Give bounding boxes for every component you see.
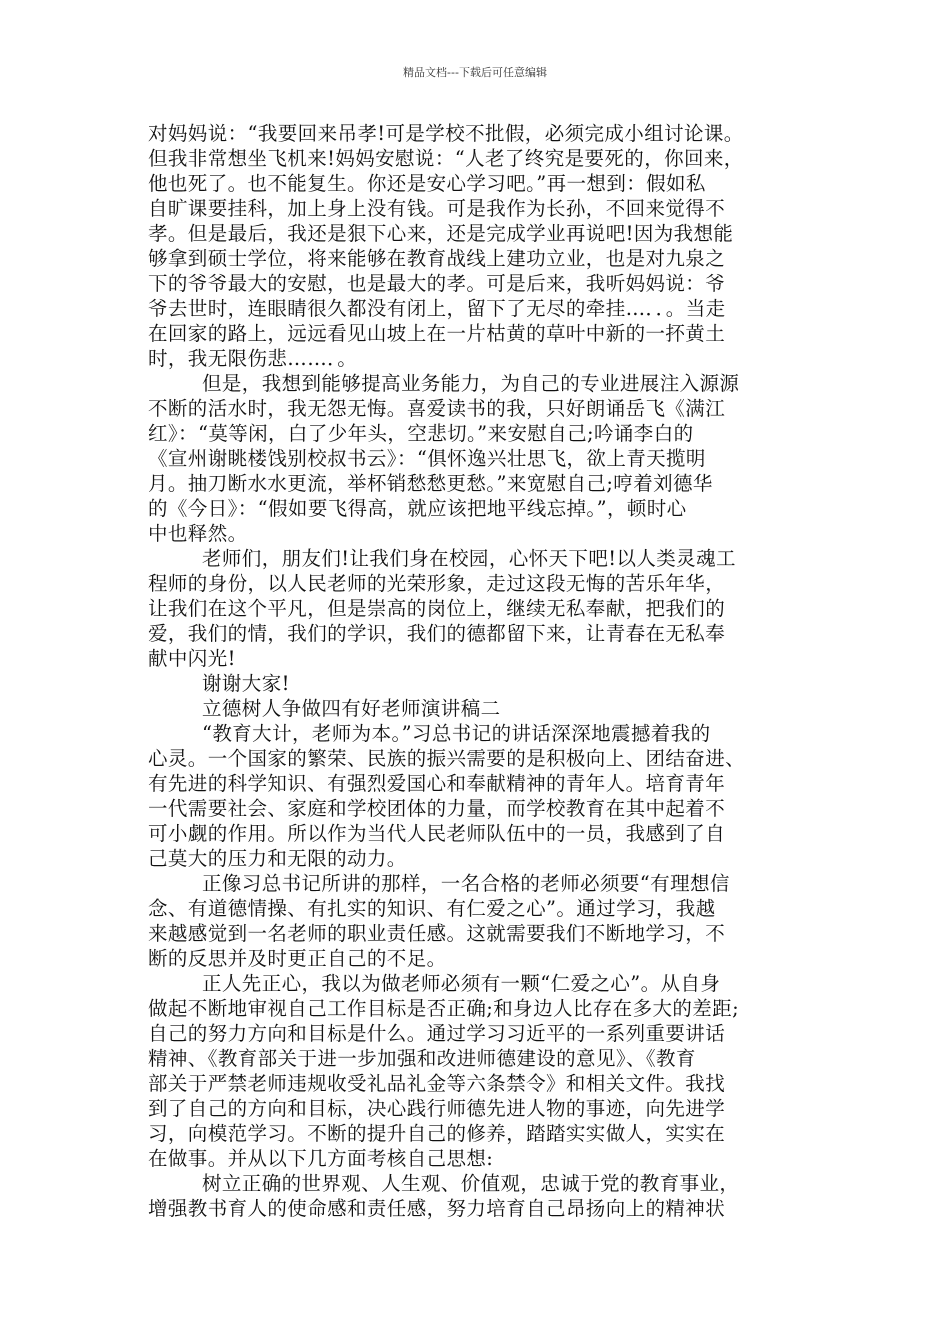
text-line: 一代需要社会、家庭和学校团体的力量，而学校教育在其中起着不 xyxy=(148,797,726,820)
text-line: 自旷课要挂科，加上身上没有钱。可是我作为长孙，不回来觉得不 xyxy=(148,197,726,220)
text-line: 的《今日》：“假如要飞得高，就应该把地平线忘掉。”，顿时心 xyxy=(148,497,687,520)
text-line: 中也释然。 xyxy=(148,522,248,545)
text-line: 他也死了。也不能复生。你还是安心学习吧。”再一想到：假如私 xyxy=(148,172,706,195)
document-body xyxy=(148,121,808,1221)
text-line: 月。抽刀断水水更流，举杯销愁愁更愁。”来宽慰自己;哼着刘德华 xyxy=(148,472,713,495)
text-line: 献中闪光! xyxy=(148,647,236,670)
text-line: 老师们，朋友们!让我们身在校园，心怀天下吧!以人类灵魂工 xyxy=(202,547,736,570)
text-line: 够拿到硕士学位，将来能够在教育战线上建功立业，也是对九泉之 xyxy=(148,247,726,270)
text-line: 爷去世时，连眼睛很久都没有闭上，留下了无尽的牵挂…．．。当走 xyxy=(148,297,726,320)
text-line: 到了自己的方向和目标，决心践行师德先进人物的事迹，向先进学 xyxy=(148,1097,726,1120)
text-line: 己莫大的压力和无限的动力。 xyxy=(148,847,407,870)
text-line: 树立正确的世界观、人生观、价值观，忠诚于党的教育事业， xyxy=(202,1172,740,1195)
text-line: 正像习总书记所讲的那样，一名合格的老师必须要“有理想信 xyxy=(202,872,730,895)
text-line: 有先进的科学知识、有强烈爱国心和奉献精神的青年人。培育青年 xyxy=(148,772,726,795)
text-line: 让我们在这个平凡，但是崇高的岗位上，继续无私奉献，把我们的 xyxy=(148,597,726,620)
text-line: 做起不断地审视自己工作目标是否正确;和身边人比存在多大的差距; xyxy=(148,997,740,1020)
text-line: 对妈妈说：“我要回来吊孝!可是学校不批假，必须完成小组讨论课。 xyxy=(148,122,744,145)
text-line: 红》：“莫等闲，白了少年头，空悲切。”来安慰自己;吟诵李白的 xyxy=(148,422,694,445)
text-line: 习，向模范学习。不断的提升自己的修养，踏踏实实做人，实实在 xyxy=(148,1122,726,1145)
text-line: 心灵。一个国家的繁荣、民族的振兴需要的是积极向上、团结奋进、 xyxy=(148,747,746,770)
text-line: 正人先正心，我以为做老师必须有一颗“仁爱之心”。从自身 xyxy=(202,972,721,995)
text-line: 程师的身份，以人民老师的光荣形象，走过这段无悔的苦乐年华， xyxy=(148,572,726,595)
text-line: 孝。但是最后，我还是狠下心来，还是完成学业再说吧!因为我想能 xyxy=(148,222,734,245)
text-line: 自己的努力方向和目标是什么。通过学习习近平的一系列重要讲话 xyxy=(148,1022,726,1045)
text-line: 立德树人争做四有好老师演讲稿二 xyxy=(202,697,501,720)
text-line: 《宣州谢眺楼饯别校叔书云》：“俱怀逸兴壮思飞，欲上青天揽明 xyxy=(148,447,706,470)
text-line: 增强教书育人的使命感和责任感，努力培育自己昂扬向上的精神状 xyxy=(148,1197,726,1220)
text-line: 时，我无限伤悲……．。 xyxy=(148,347,358,370)
text-line: 爱，我们的情，我们的学识，我们的德都留下来，让青春在无私奉 xyxy=(148,622,726,645)
text-line: 断的反思并及时更正自己的不足。 xyxy=(148,947,447,970)
text-line: 念、有道德情操、有扎实的知识、有仁爱之心”。通过学习，我越 xyxy=(148,897,716,920)
page-header: 精品文档---下载后可任意编辑 xyxy=(403,66,547,79)
text-line: 在做事。并从以下几方面考核自己思想: xyxy=(148,1147,494,1170)
text-line: 来越感觉到一名老师的职业责任感。这就需要我们不断地学习，不 xyxy=(148,922,726,945)
text-line: 但是，我想到能够提高业务能力，为自己的专业进展注入源源 xyxy=(202,372,740,395)
text-line: 不断的活水时，我无怨无悔。喜爱读书的我，只好朗诵岳飞《满江 xyxy=(148,397,726,420)
text-line: “教育大计，老师为本。”习总书记的讲话深深地震撼着我的 xyxy=(202,722,711,745)
text-line: 部关于严禁老师违规收受礼品礼金等六条禁令》和相关文件。我找 xyxy=(148,1072,726,1095)
text-line: 下的爷爷最大的安慰，也是最大的孝。可是后来，我听妈妈说：爷 xyxy=(148,272,726,295)
text-line: 可小觑的作用。所以作为当代人民老师队伍中的一员，我感到了自 xyxy=(148,822,726,845)
text-line: 谢谢大家! xyxy=(202,672,290,695)
text-line: 但我非常想坐飞机来!妈妈安慰说：“人老了终究是要死的，你回来， xyxy=(148,147,744,170)
text-line: 在回家的路上，远远看见山坡上在一片枯黄的草叶中新的一抔黄土 xyxy=(148,322,726,345)
text-line: 精神、《教育部关于进一步加强和改进师德建设的意见》、《教育 xyxy=(148,1047,696,1070)
